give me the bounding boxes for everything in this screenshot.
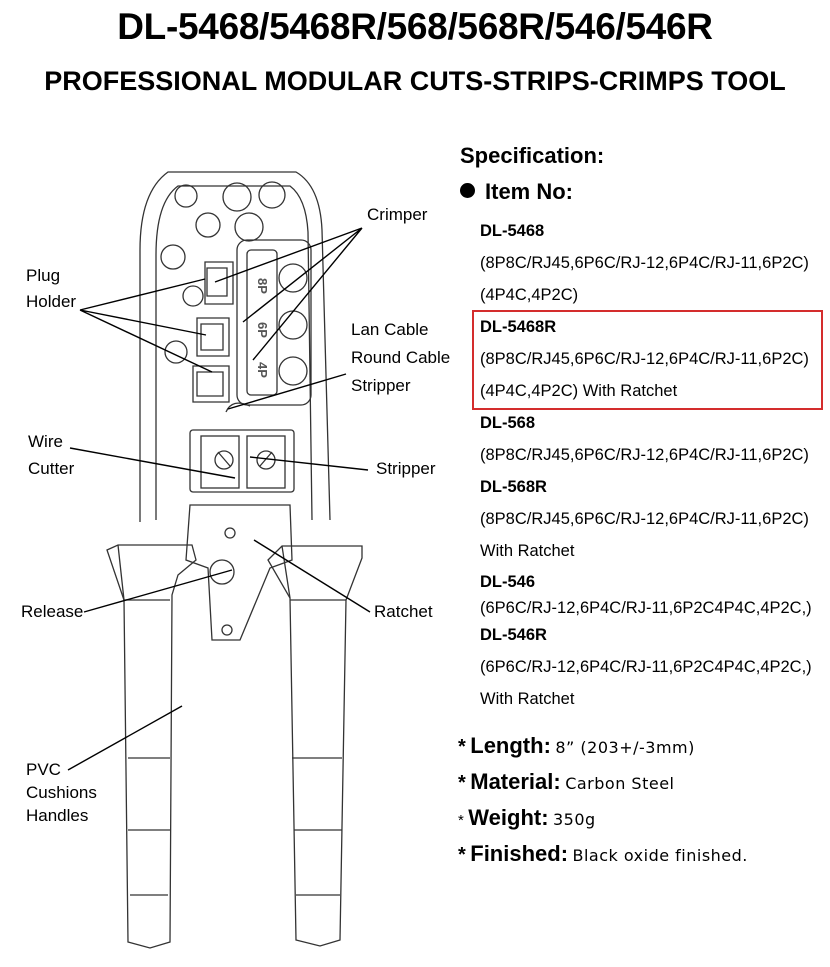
- item-code: DL-568R: [480, 478, 547, 496]
- label-stripper: Stripper: [376, 459, 436, 478]
- label-lan-cable-2: Round Cable: [351, 348, 451, 367]
- item-desc: (6P6C/RJ-12,6P4C/RJ-11,6P2C4P4C,4P2C,): [480, 599, 812, 617]
- die-mark-4p: 4P: [255, 362, 270, 378]
- item-heading-label: Item No:: [485, 179, 573, 204]
- label-handles-2: Cushions: [26, 783, 97, 802]
- asterisk: *: [458, 812, 464, 829]
- property-key: Weight:: [468, 805, 549, 830]
- property-weight: [458, 800, 748, 836]
- item-list: [480, 215, 825, 715]
- page-title: DL-5468/5468R/568/568R/546/546R: [117, 6, 713, 47]
- item-dl-546: [480, 567, 825, 619]
- property-material: [458, 764, 748, 800]
- item-desc: With Ratchet: [480, 690, 575, 708]
- property-length: [458, 728, 748, 764]
- item-code: DL-5468: [480, 222, 545, 240]
- item-desc: (6P6C/RJ-12,6P4C/RJ-11,6P2C4P4C,4P2C,): [480, 658, 812, 676]
- die-mark-8p: 8P: [255, 278, 270, 294]
- property-key: Material:: [470, 769, 561, 794]
- item-desc: With Ratchet: [480, 542, 575, 560]
- item-dl-5468: [480, 215, 825, 311]
- label-plug-holder-1: Plug: [26, 266, 61, 285]
- label-ratchet: Ratchet: [374, 602, 433, 621]
- item-dl-568r: [480, 471, 825, 567]
- asterisk: *: [458, 844, 466, 866]
- property-finished: [458, 836, 748, 872]
- item-code: DL-5468R: [480, 318, 557, 336]
- property-value: 8” (203+/-3mm): [555, 738, 695, 757]
- item-dl-546r: [480, 619, 825, 715]
- asterisk: *: [458, 736, 466, 758]
- item-dl-568: [480, 407, 825, 471]
- label-plug-holder-2: Holder: [26, 292, 77, 311]
- label-lan-cable-3: Stripper: [351, 376, 411, 395]
- page-subtitle: PROFESSIONAL MODULAR CUTS-STRIPS-CRIMPS TOOL: [44, 66, 786, 96]
- item-desc: (8P8C/RJ45,6P6C/RJ-12,6P4C/RJ-11,6P2C): [480, 350, 809, 368]
- asterisk: *: [458, 772, 466, 794]
- spec-heading: Specification:: [460, 143, 605, 168]
- property-key: Finished:: [470, 841, 569, 866]
- die-mark-6p: 6P: [255, 322, 270, 338]
- item-code: DL-546R: [480, 626, 547, 644]
- property-key: Length:: [470, 733, 551, 758]
- label-wire-cutter-1: Wire: [28, 432, 63, 451]
- item-desc: (8P8C/RJ45,6P6C/RJ-12,6P4C/RJ-11,6P2C): [480, 510, 809, 528]
- property-list: [458, 728, 748, 872]
- label-lan-cable-1: Lan Cable: [351, 320, 429, 339]
- property-value: 350g: [553, 810, 596, 829]
- label-handles-3: Handles: [26, 806, 89, 825]
- item-heading: [460, 179, 573, 205]
- property-value: Black oxide finished.: [572, 846, 748, 865]
- property-value: Carbon Steel: [565, 774, 675, 793]
- label-wire-cutter-2: Cutter: [28, 459, 75, 478]
- item-code: DL-546: [480, 573, 536, 591]
- label-crimper: Crimper: [367, 205, 428, 224]
- label-release: Release: [21, 602, 84, 621]
- item-desc: (4P4C,4P2C) With Ratchet: [480, 382, 678, 400]
- item-desc: (8P8C/RJ45,6P6C/RJ-12,6P4C/RJ-11,6P2C): [480, 254, 809, 272]
- label-handles-1: PVC: [26, 760, 61, 779]
- item-desc: (8P8C/RJ45,6P6C/RJ-12,6P4C/RJ-11,6P2C): [480, 446, 809, 464]
- die-marks: [255, 278, 270, 378]
- item-code: DL-568: [480, 414, 536, 432]
- bullet-icon: [460, 183, 475, 198]
- item-dl-5468r: [480, 311, 825, 407]
- item-desc: (4P4C,4P2C): [480, 286, 579, 304]
